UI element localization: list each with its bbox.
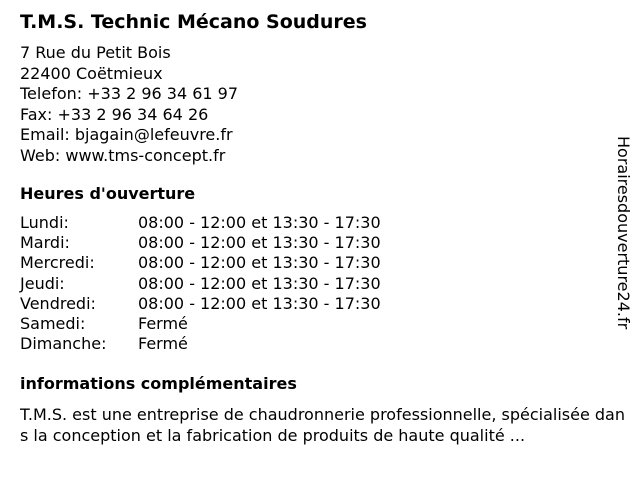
additional-info-heading: informations complémentaires: [20, 374, 297, 393]
day-label: Mercredi:: [20, 253, 95, 273]
fax-number: Fax: +33 2 96 34 64 26: [20, 104, 209, 124]
address-city: 22400 Coëtmieux: [20, 63, 163, 83]
website: Web: www.tms-concept.fr: [20, 145, 226, 165]
phone-number: Telefon: +33 2 96 34 61 97: [20, 84, 239, 103]
day-label: Jeudi:: [20, 273, 65, 293]
day-label: Vendredi:: [20, 293, 96, 313]
day-label: Samedi:: [20, 313, 86, 333]
opening-hours-heading: Heures d'ouverture: [20, 184, 196, 203]
day-hours: Fermé: [138, 334, 188, 354]
business-name: T.M.S. Technic Mécano Soudures: [20, 11, 367, 33]
watermark-text: Horairesdouverture24.fr: [614, 136, 633, 330]
site-watermark: [610, 136, 636, 346]
email-address: Email: bjagain@lefeuvre.fr: [20, 125, 233, 144]
day-hours: 08:00 - 12:00 et 13:30 - 17:30: [138, 233, 381, 253]
day-hours: 08:00 - 12:00 et 13:30 - 17:30: [138, 213, 381, 232]
day-hours: Fermé: [138, 313, 188, 333]
day-label: Lundi:: [20, 213, 69, 232]
day-label: Dimanche:: [20, 334, 107, 354]
contact-block: [20, 43, 238, 166]
day-hours: 08:00 - 12:00 et 13:30 - 17:30: [138, 253, 381, 273]
day-hours: 08:00 - 12:00 et 13:30 - 17:30: [138, 273, 381, 293]
day-label: Mardi:: [20, 233, 70, 253]
address-street: 7 Rue du Petit Bois: [20, 43, 171, 62]
day-hours: 08:00 - 12:00 et 13:30 - 17:30: [138, 293, 381, 313]
business-description: T.M.S. est une entreprise de chaudronnerie professionnelle, spécialisée dans la conception et la fabrication de produits de haute qualité ...: [20, 405, 625, 445]
